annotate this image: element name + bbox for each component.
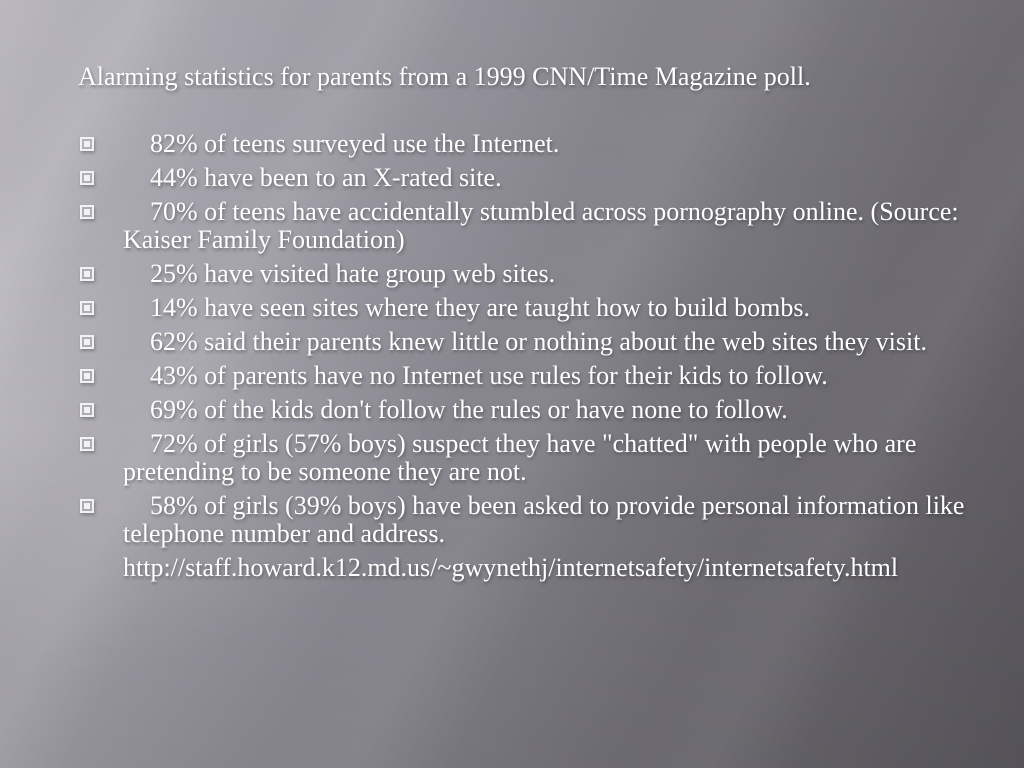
square-bullet-icon <box>80 301 94 315</box>
square-bullet-icon <box>80 137 94 151</box>
list-item <box>80 164 1020 192</box>
bullet-text: 58% of girls (39% boys) have been asked to provide personal information like telephone number and address. <box>123 491 965 548</box>
square-bullet-icon <box>80 171 94 185</box>
square-bullet-inner <box>84 339 90 345</box>
square-bullet-inner <box>84 209 90 215</box>
square-bullet-inner <box>84 305 90 311</box>
square-bullet-inner <box>84 271 90 277</box>
square-bullet-icon <box>80 335 94 349</box>
bullet-text: 44% have been to an X-rated site. <box>150 163 502 192</box>
square-bullet-icon <box>80 267 94 281</box>
square-bullet-icon <box>80 369 94 383</box>
list-item <box>80 430 1020 486</box>
square-bullet-inner <box>84 503 90 509</box>
bullet-text: 70% of teens have accidentally stumbled across pornography online. (Source: Kaiser Family Foundation) <box>123 197 959 254</box>
bullet-list <box>80 130 1020 582</box>
square-bullet-icon <box>80 499 94 513</box>
list-item <box>80 362 1020 390</box>
bullet-text: 14% have seen sites where they are taught how to build bombs. <box>150 293 810 322</box>
source-url-text: http://staff.howard.k12.md.us/~gwynethj/internetsafety/internetsafety.html <box>123 553 899 582</box>
square-bullet-inner <box>84 441 90 447</box>
list-item <box>80 328 1020 356</box>
bullet-text: 72% of girls (57% boys) suspect they have "chatted" with people who are pretending to be someone they are not. <box>123 429 917 486</box>
bullet-text: 25% have visited hate group web sites. <box>150 259 556 288</box>
square-bullet-icon <box>80 437 94 451</box>
square-bullet-icon <box>80 205 94 219</box>
square-bullet-inner <box>84 175 90 181</box>
bullet-text: 62% said their parents knew little or nothing about the web sites they visit. <box>150 327 927 356</box>
bullet-text: 82% of teens surveyed use the Internet. <box>150 129 560 158</box>
bullet-text: 43% of parents have no Internet use rules for their kids to follow. <box>150 361 828 390</box>
list-item <box>80 294 1020 322</box>
square-bullet-inner <box>84 141 90 147</box>
square-bullet-inner <box>84 407 90 413</box>
bullet-text: 69% of the kids don't follow the rules or have none to follow. <box>150 395 788 424</box>
square-bullet-icon <box>80 403 94 417</box>
slide-title: Alarming statistics for parents from a 1999 CNN/Time Magazine poll. <box>78 62 811 91</box>
list-item <box>80 396 1020 424</box>
list-item <box>80 492 1020 548</box>
list-item <box>80 260 1020 288</box>
square-bullet-inner <box>84 373 90 379</box>
list-item <box>80 198 1020 254</box>
list-item <box>80 130 1020 158</box>
